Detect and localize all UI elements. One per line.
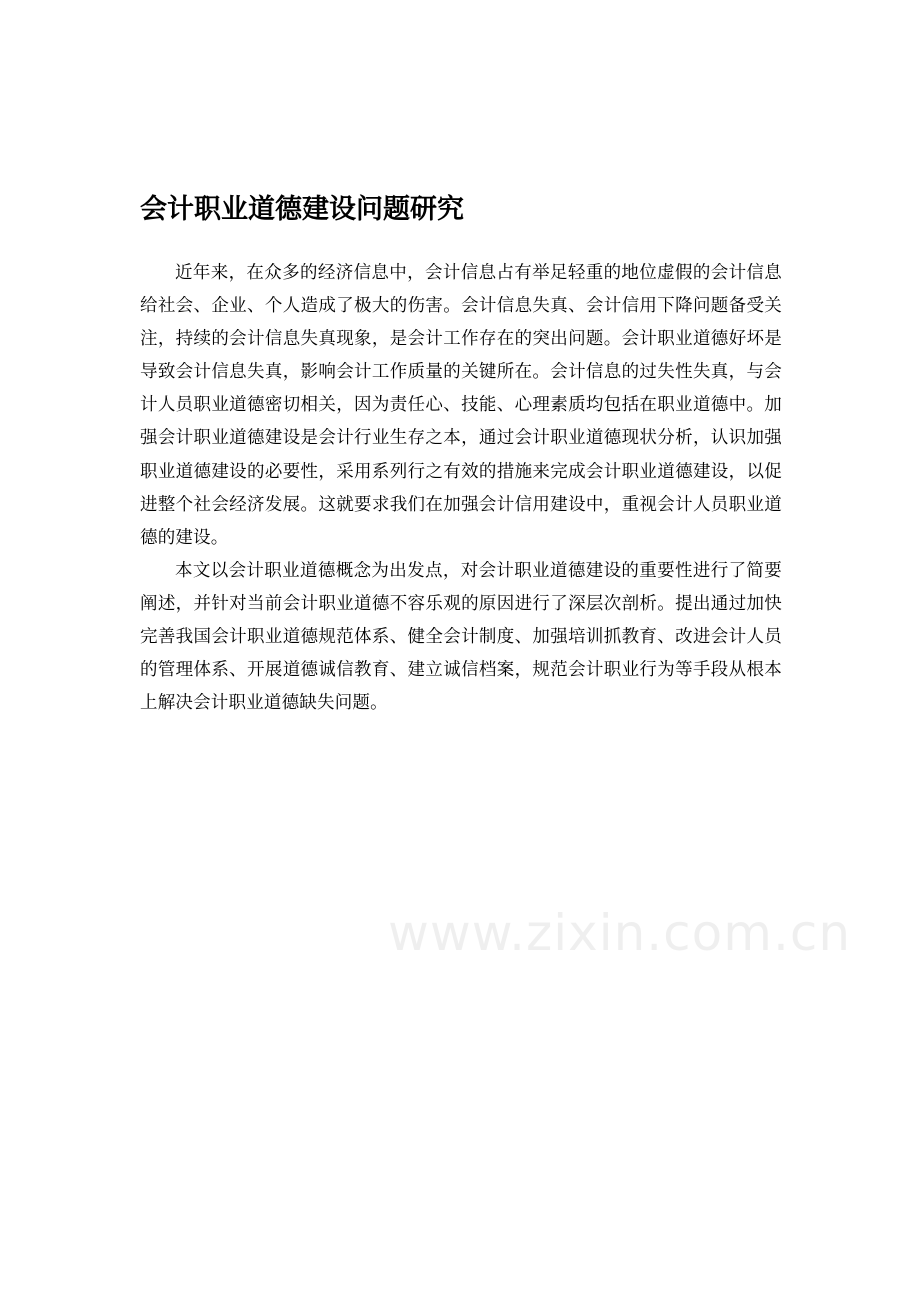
watermark-text: www.zixin.com.cn <box>388 904 852 962</box>
document-body <box>140 257 782 720</box>
paragraph-intro: 近年来，在众多的经济信息中，会计信息占有举足轻重的地位虚假的会计信息给社会、企业、个人造成了极大的伤害。会计信息失真、会计信用下降问题备受关注，持续的会计信息失真现象，是会计工作存在的突出问题。会计职业道德好坏是导致会计信息失真，影响会计工作质量的关键所在。会计信息的过失性失真，与会计人员职业道德密切相关，因为责任心、技能、心理素质均包括在职业道德中。加强会计职业道德建设是会计行业生存之本，通过会计职业道德现状分析，认识加强职业道德建设的必要性，采用系列行之有效的措施来完成会计职业道德建设，以促进整个社会经济发展。这就要求我们在加强会计信用建设中，重视会计人员职业道德的建设。 <box>140 263 782 548</box>
document-title: 会计职业道德建设问题研究 <box>140 194 464 225</box>
paragraph-scope: 本文以会计职业道德概念为出发点，对会计职业道德建设的重要性进行了简要阐述，并针对当前会计职业道德不容乐观的原因进行了深层次剖析。提出通过加快完善我国会计职业道德规范体系、健全会计制度、加强培训抓教育、改进会计人员的管理体系、开展道德诚信教育、建立诚信档案，规范会计职业行为等手段从根本上解决会计职业道德缺失问题。 <box>140 560 782 714</box>
